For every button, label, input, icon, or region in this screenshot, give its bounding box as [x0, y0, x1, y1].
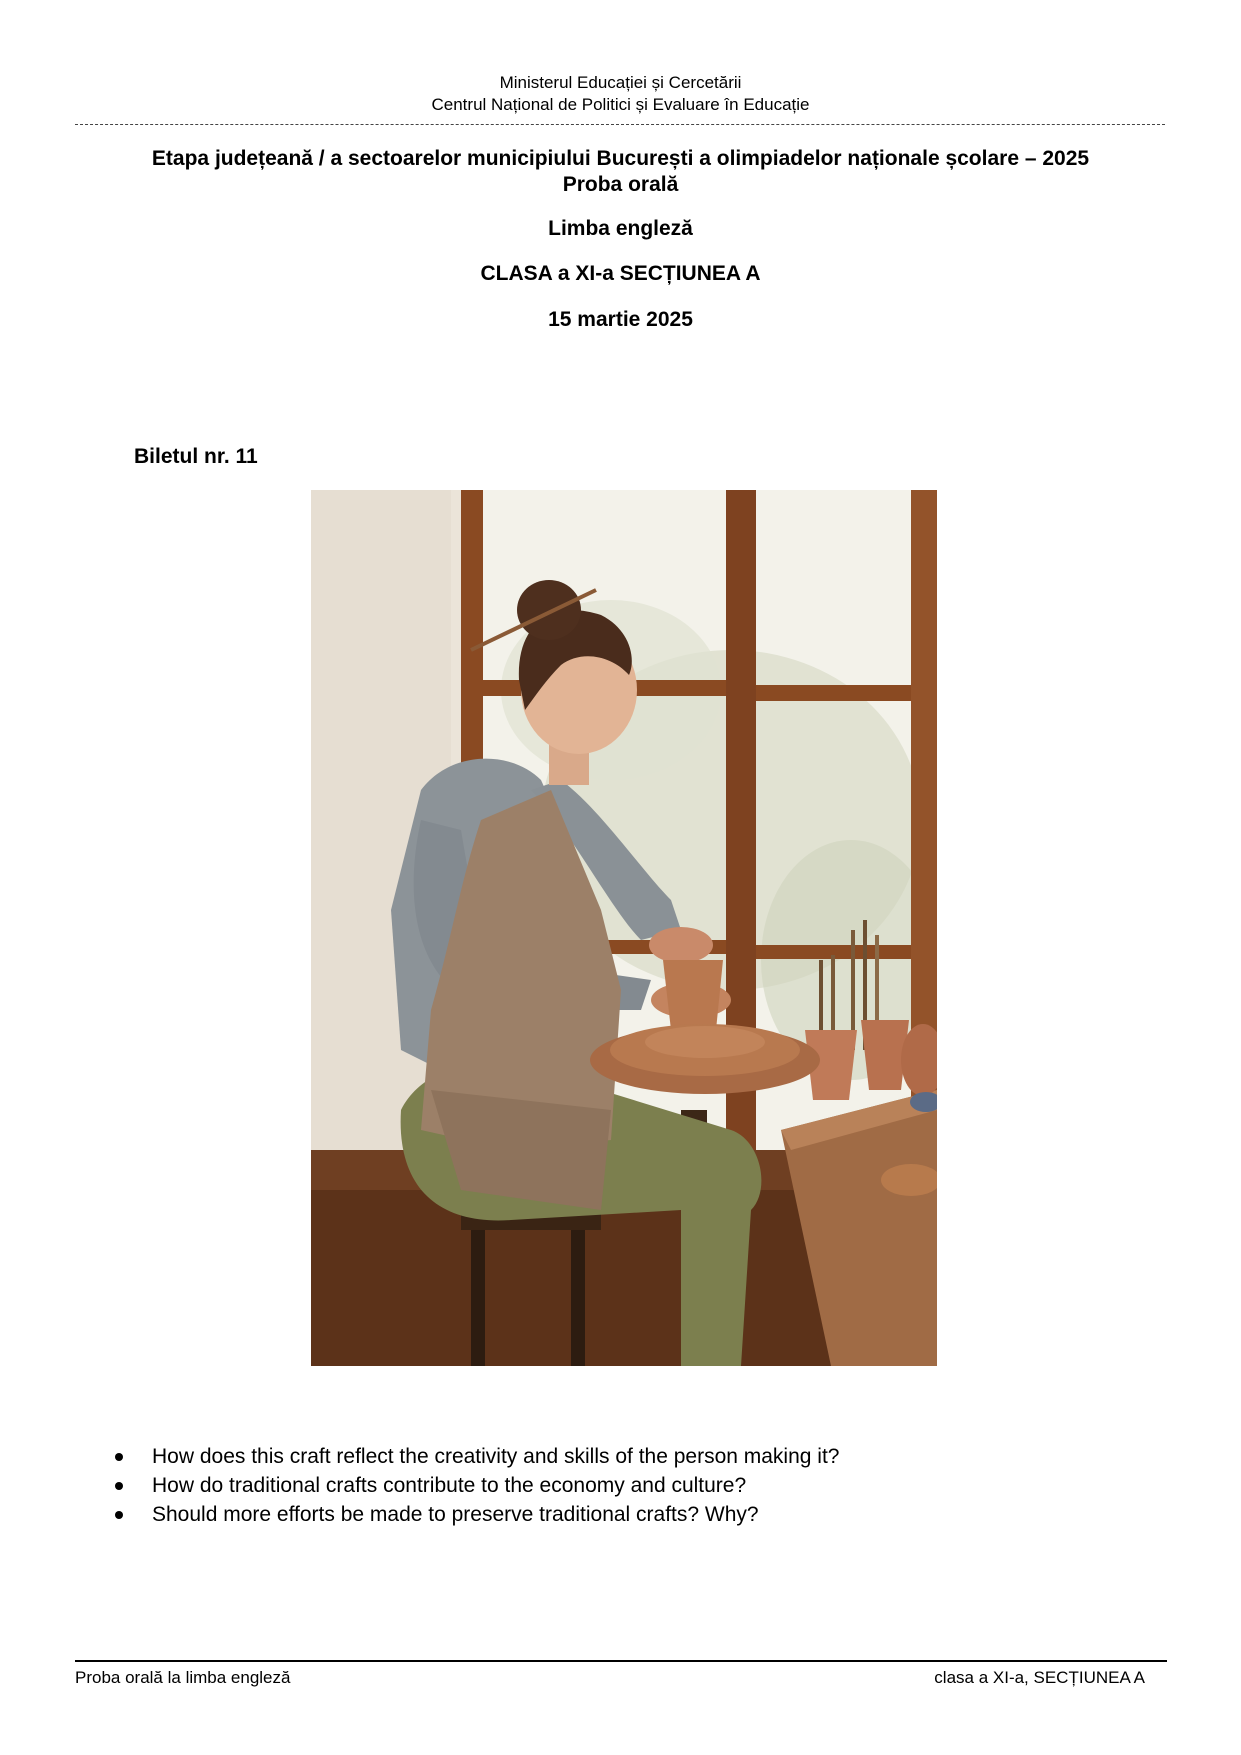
question-item	[110, 1442, 839, 1471]
header-divider	[75, 124, 1165, 125]
discussion-questions	[110, 1442, 839, 1529]
center-name: Centrul Național de Politici și Evaluare în Educație	[431, 95, 810, 114]
exam-stage-title: Etapa județeană / a sectoarelor municipiului București a olimpiadelor naționale școlare – 2025	[151, 147, 1090, 170]
footer-class-section: clasa a XI-a, SECȚIUNEA A	[934, 1668, 1145, 1687]
document-header	[0, 72, 1241, 116]
exam-date: 15 martie 2025	[548, 308, 693, 331]
exam-title	[0, 146, 1241, 198]
footer-exam-name: Proba orală la limba engleză	[75, 1668, 291, 1687]
question-text: Should more efforts be made to preserve traditional crafts? Why?	[152, 1503, 759, 1526]
question-text: How does this craft reflect the creativity and skills of the person making it?	[152, 1445, 840, 1468]
pottery-photo	[311, 490, 937, 1366]
ticket-number: Biletul nr. 11	[134, 445, 258, 468]
subject-name: Limba engleză	[548, 217, 693, 240]
question-item	[110, 1471, 839, 1500]
ministry-name: Ministerul Educației și Cercetării	[499, 73, 742, 92]
question-text: How do traditional crafts contribute to the economy and culture?	[152, 1474, 747, 1497]
bullet-icon	[115, 1511, 123, 1519]
footer-divider	[75, 1660, 1167, 1662]
question-item	[110, 1500, 839, 1529]
bullet-icon	[115, 1453, 123, 1461]
bullet-icon	[115, 1482, 123, 1490]
class-section: CLASA a XI-a SECȚIUNEA A	[480, 262, 761, 285]
exam-type: Proba orală	[562, 173, 679, 196]
